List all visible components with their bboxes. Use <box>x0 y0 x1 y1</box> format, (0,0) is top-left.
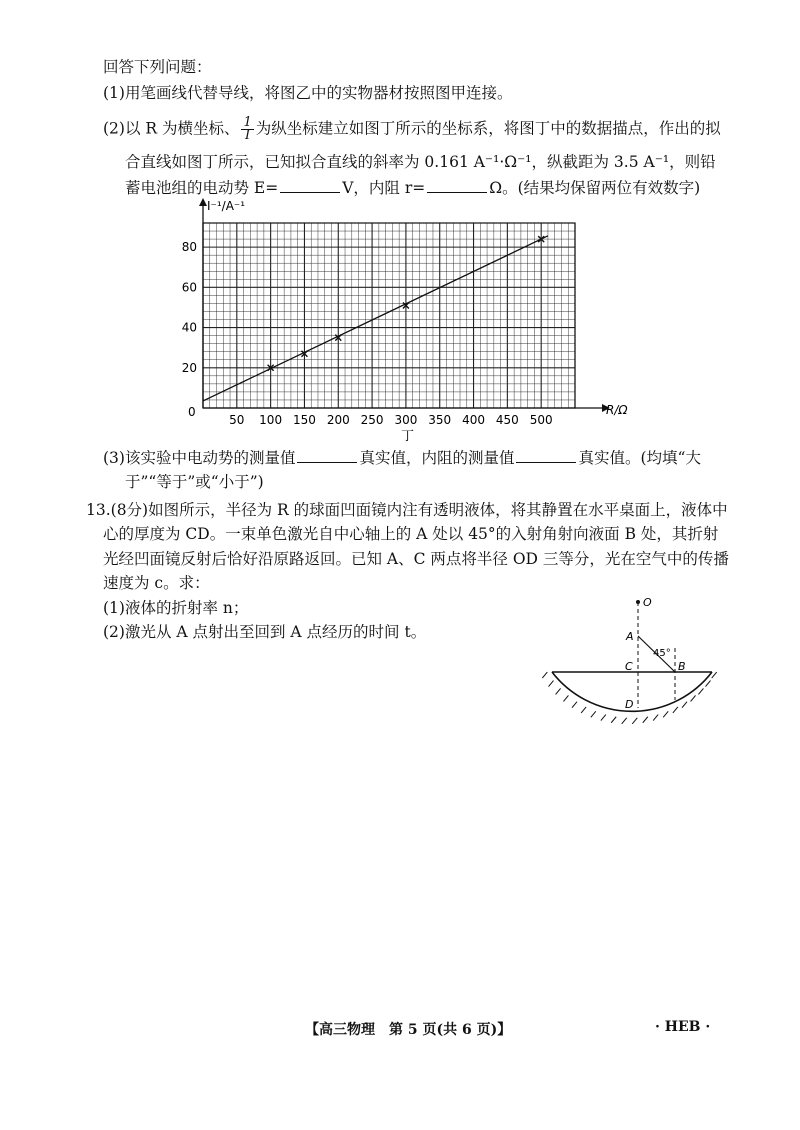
x-tick-label: 500 <box>529 413 553 427</box>
plot-frame <box>203 223 575 408</box>
hatch-mark <box>663 711 668 717</box>
problem-13-sub-2: (2)激光从 A 点射出至回到 A 点经历的时间 t。 <box>103 623 427 641</box>
hatch-mark <box>691 695 696 701</box>
label-a: A <box>626 630 634 643</box>
origin-label: 0 <box>188 405 196 419</box>
question-3-line-1 <box>103 447 701 469</box>
hatch-mark <box>653 715 658 721</box>
question-1: (1)用笔画线代替导线，将图乙中的实物器材按照图甲连接。 <box>103 84 513 102</box>
hatch-mark <box>632 718 637 724</box>
q3-emf-text: (3)该实验中电动势的测量值 <box>103 449 296 467</box>
fraction-denominator: I <box>245 128 251 143</box>
hatch-mark <box>581 707 586 713</box>
y-tick-label: 80 <box>181 240 197 255</box>
question-2-line-2: 合直线如图丁所示，已知拟合直线的斜率为 0.161 A⁻¹·Ω⁻¹，纵截距为 3.5 A⁻¹，则铅 <box>125 153 716 171</box>
x-tick-label: 50 <box>229 413 245 427</box>
point-o <box>636 600 640 604</box>
x-axis-label: R/Ω <box>606 403 628 417</box>
x-tick-label: 100 <box>259 413 283 427</box>
figure-caption: 丁 <box>401 429 415 444</box>
x-tick-label: 400 <box>462 413 485 427</box>
fit-line <box>203 236 548 401</box>
hatch-mark <box>572 702 577 708</box>
hatch-mark <box>698 688 703 694</box>
y-axis-arrow <box>199 198 207 206</box>
q2-note: Ω。(结果均保留两位有效数字) <box>489 179 701 197</box>
q2-lead: (2)以 R 为横坐标、 <box>103 119 240 138</box>
resistance-compare-blank[interactable] <box>516 448 576 463</box>
chart-marks <box>203 236 548 401</box>
y-tick-label: 20 <box>181 360 197 375</box>
label-b: B <box>678 660 686 673</box>
fraction-numerator: 1 <box>243 115 252 130</box>
angle-label: 45° <box>653 648 671 659</box>
problem-13-line-2: 心的厚度为 CD。一束单色激光自中心轴上的 A 处以 45°的入射角射向液面 B 处，其折射 <box>103 525 719 543</box>
q3-note: 真实值。(均填“大 <box>578 449 701 467</box>
q2-emf-text: 蓄电池组的电动势 E= <box>125 179 279 197</box>
x-tick-label: 300 <box>394 413 418 427</box>
hatch-mark <box>542 672 547 678</box>
q3-resistance-text: 真实值，内阻的测量值 <box>359 449 515 467</box>
hatch-mark <box>673 707 678 713</box>
emf-compare-blank[interactable] <box>297 448 357 463</box>
hatch-mark <box>622 718 627 724</box>
problem-13-line-3: 光经凹面镜反射后恰好沿原路返回。已知 A、C 两点将半径 OD 三等分，光在空气中的传播 <box>103 550 729 568</box>
hatch-mark <box>591 711 596 717</box>
x-tick-label: 450 <box>495 413 519 427</box>
x-tick-label: 350 <box>428 413 452 427</box>
chart-grid <box>203 223 575 408</box>
section-intro: 回答下列问题： <box>103 58 212 76</box>
label-c: C <box>625 660 633 673</box>
hatch-mark <box>682 702 687 708</box>
hatch-mark <box>705 681 710 687</box>
label-d: D <box>625 698 634 711</box>
y-tick-label: 60 <box>181 280 197 295</box>
x-tick-label: 200 <box>326 413 350 427</box>
problem-13-line-1: 13.(8分)如图所示，半径为 R 的球面凹面镜内注有透明液体，将其静置在水平桌面上，液体中 <box>86 501 728 519</box>
y-tick-label: 40 <box>181 320 197 335</box>
q2-resistance-text: V，内阻 r= <box>342 179 426 197</box>
x-tick-label: 150 <box>293 413 316 427</box>
x-tick-label: 250 <box>360 413 384 427</box>
problem-13-sub-1: (1)液体的折射率 n； <box>103 599 249 617</box>
q2-rest: 为纵坐标建立如图丁所示的坐标系，将图丁中的数据描点，作出的拟 <box>255 119 721 138</box>
hatch-mark <box>611 717 616 723</box>
problem-13-line-4: 速度为 c。求： <box>103 574 210 592</box>
hatch-mark <box>601 715 606 721</box>
footer-code: · HEB · <box>655 1019 711 1035</box>
hatch-mark <box>556 688 561 694</box>
hatch-mark <box>712 672 717 678</box>
page-footer: 【高三物理 第 5 页(共 6 页)】 <box>305 1022 512 1038</box>
hatch-mark <box>563 695 568 701</box>
hatch-mark <box>643 717 648 723</box>
y-axis-label: I⁻¹/A⁻¹ <box>207 199 246 213</box>
question-3-line-2: 于”“等于”或“小于”) <box>125 473 264 491</box>
hatch-mark <box>549 681 554 687</box>
concave-mirror-diagram <box>542 596 716 724</box>
label-o: O <box>643 596 652 609</box>
